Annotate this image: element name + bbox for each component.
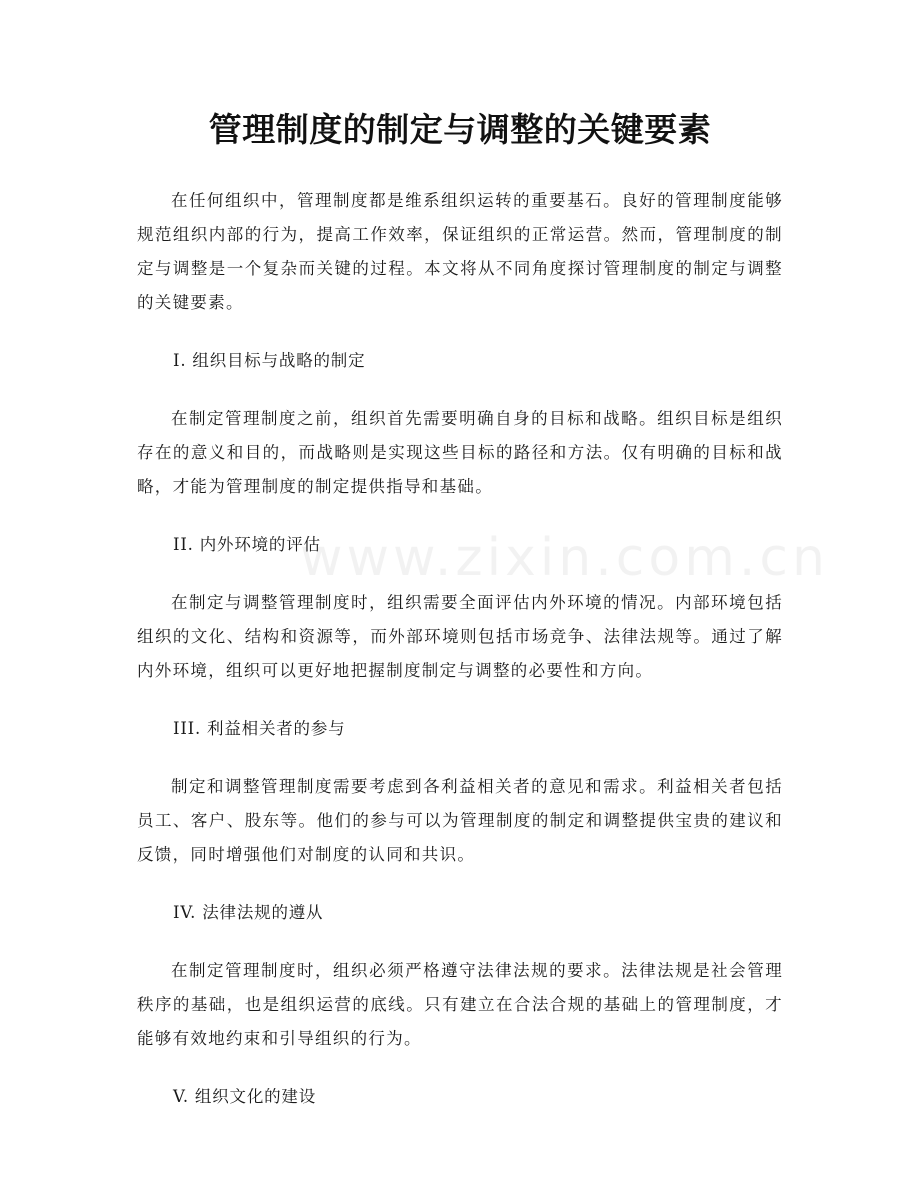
intro-paragraph: 在任何组织中，管理制度都是维系组织运转的重要基石。良好的管理制度能够规范组织内部的行为，提高工作效率，保证组织的正常运营。然而，管理制度的制定与调整是一个复杂而关键的过程。本文将从不同角度探讨管理制度的制定与调整的关键要素。 [137, 191, 783, 312]
spacer [137, 746, 783, 770]
spacer [137, 378, 783, 402]
spacer [137, 930, 783, 954]
section-heading-3: III. 利益相关者的参与 [173, 719, 346, 738]
spacer [137, 688, 783, 712]
section-heading-2: II. 内外环境的评估 [173, 535, 321, 554]
section-body-3: 制定和调整管理制度需要考虑到各利益相关者的意见和需求。利益相关者包括员工、客户、股东等。他们的参与可以为管理制度的制定和调整提供宝贵的建议和反馈，同时增强他们对制度的认同和共识。 [137, 777, 783, 864]
document-body [137, 184, 783, 1114]
section-body-2: 在制定与调整管理制度时，组织需要全面评估内外环境的情况。内部环境包括组织的文化、结构和资源等，而外部环境则包括市场竞争、法律法规等。通过了解内外环境，组织可以更好地把握制度制定与调整的必要性和方向。 [137, 593, 783, 680]
spacer [137, 1056, 783, 1080]
section-body-1: 在制定管理制度之前，组织首先需要明确自身的目标和战略。组织目标是组织存在的意义和目的，而战略则是实现这些目标的路径和方法。仅有明确的目标和战略，才能为管理制度的制定提供指导和基础。 [137, 409, 783, 496]
spacer [137, 320, 783, 344]
spacer [137, 872, 783, 896]
spacer [137, 504, 783, 528]
spacer [137, 562, 783, 586]
section-heading-5: V. 组织文化的建设 [173, 1087, 317, 1106]
watermark: www.zixin.com.cn [300, 528, 829, 588]
document-title: 管理制度的制定与调整的关键要素 [208, 110, 712, 149]
section-heading-1: I. 组织目标与战略的制定 [173, 351, 366, 370]
section-heading-4: IV. 法律法规的遵从 [173, 903, 324, 922]
section-body-4: 在制定管理制度时，组织必须严格遵守法律法规的要求。法律法规是社会管理秩序的基础，也是组织运营的底线。只有建立在合法合规的基础上的管理制度，才能够有效地约束和引导组织的行为。 [137, 961, 783, 1048]
